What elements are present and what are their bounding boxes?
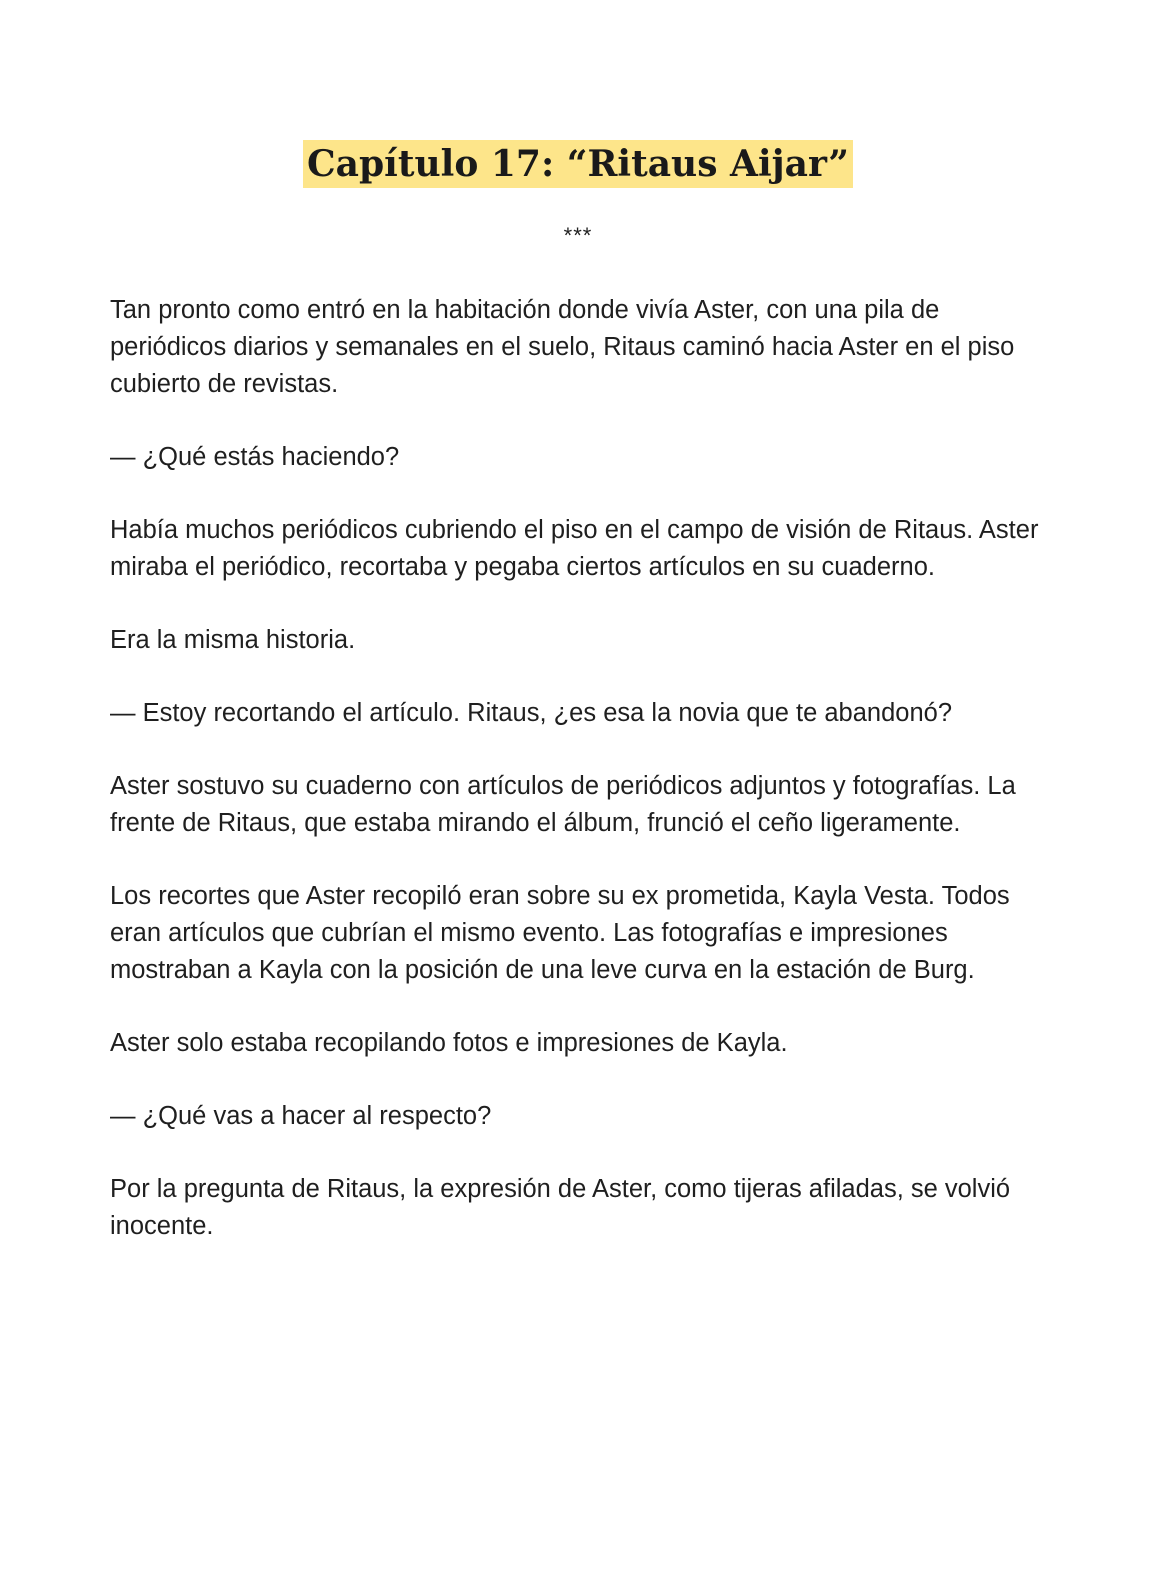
paragraph: Los recortes que Aster recopiló eran sobre su ex prometida, Kayla Vesta. Todos eran artículos que cubrían el mismo evento. Las fotografías e impresiones mostraban a Kayla con la posición de una leve curva en la estación de Burg. xyxy=(110,882,1010,984)
dialogue-line: — ¿Qué vas a hacer al respecto? xyxy=(110,1102,492,1130)
dialogue-line: — ¿Qué estás haciendo? xyxy=(110,443,400,471)
dialogue-line: — Estoy recortando el artículo. Ritaus, ¿es esa la novia que te abandonó? xyxy=(110,699,952,727)
chapter-title: Capítulo 17: “Ritaus Aijar” xyxy=(303,140,853,188)
paragraph: Era la misma historia. xyxy=(110,626,356,654)
paragraph: Tan pronto como entró en la habitación donde vivía Aster, con una pila de periódicos diarios y semanales en el suelo, Ritaus caminó hacia Aster en el piso cubierto de revistas. xyxy=(110,296,1015,398)
paragraph: Aster sostuvo su cuaderno con artículos de periódicos adjuntos y fotografías. La frente de Ritaus, que estaba mirando el álbum, frunció el ceño ligeramente. xyxy=(110,772,1016,837)
paragraph: Aster solo estaba recopilando fotos e impresiones de Kayla. xyxy=(110,1029,788,1057)
title-container xyxy=(0,140,1156,188)
paragraph: Por la pregunta de Ritaus, la expresión de Aster, como tijeras afiladas, se volvió inocente. xyxy=(110,1175,1011,1240)
document-body xyxy=(110,292,1050,1281)
paragraph: Había muchos periódicos cubriendo el piso en el campo de visión de Ritaus. Aster miraba el periódico, recortaba y pegaba ciertos artículos en su cuaderno. xyxy=(110,516,1039,581)
section-separator: *** xyxy=(563,223,593,248)
